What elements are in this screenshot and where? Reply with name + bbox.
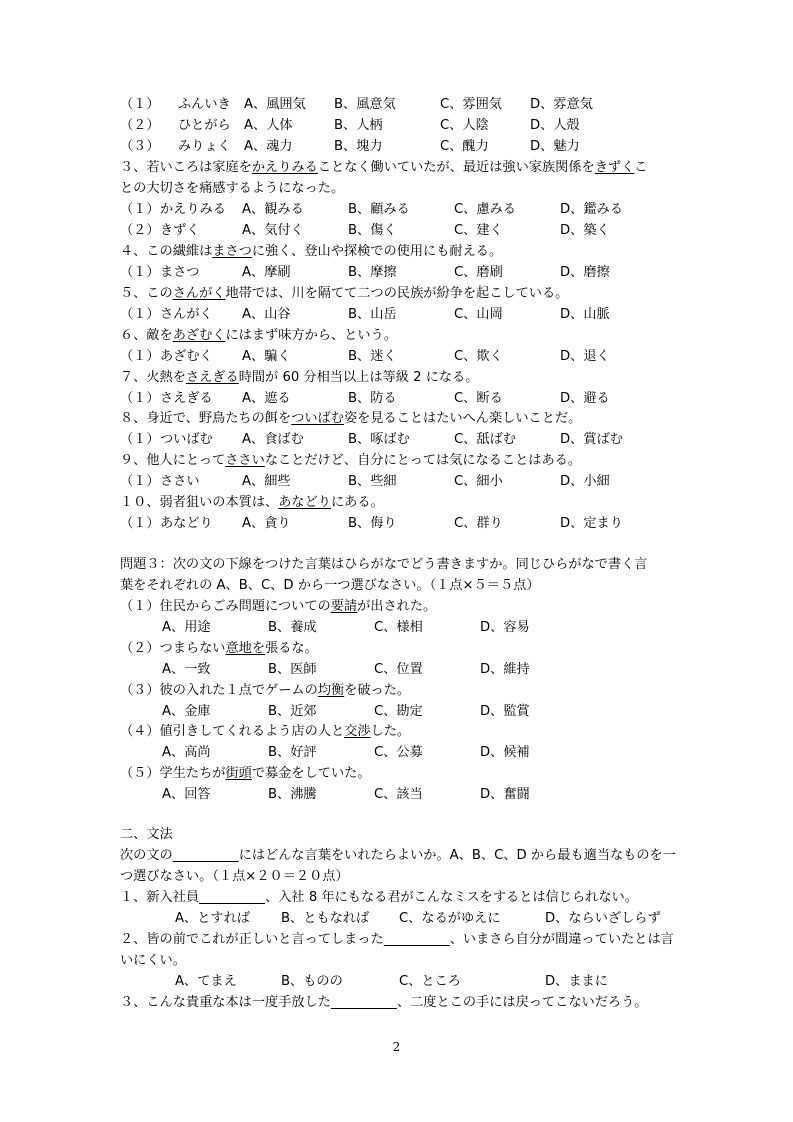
option-row: [120, 431, 623, 449]
option-row: [120, 222, 610, 240]
option-d: D、人殻: [530, 118, 580, 133]
item-reading: ついばむ: [160, 432, 213, 447]
item-reading: さえぎる: [160, 391, 213, 406]
option-b: B、医師: [268, 662, 317, 677]
question-sentence: [120, 994, 648, 1012]
option-a: A、細些: [242, 474, 291, 489]
option-d: D、小細: [560, 474, 610, 489]
page-number: 2: [392, 1040, 401, 1054]
option-b: B、山岳: [348, 307, 397, 322]
option-b: B、好評: [268, 745, 317, 760]
sentence-text: に強く、登山や探検での使用にも耐える。: [251, 244, 503, 259]
underlined-word: 要請: [330, 599, 358, 614]
option-row: [175, 910, 661, 928]
option-d: D、維持: [480, 662, 530, 677]
option-c: C、位置: [374, 662, 423, 677]
option-b: B、迷く: [348, 349, 397, 364]
option-d: D、容易: [480, 620, 530, 635]
question-sentence: [120, 494, 384, 512]
option-b: B、顧みる: [348, 202, 410, 217]
option-b: B、塊力: [334, 139, 383, 154]
sentence-text: 、入社 8 年にもなる君がこんなミスをするとは信じられない。: [265, 890, 638, 905]
item-number: （３）: [120, 139, 160, 154]
sentence-text: ８、身近で、野鳥たちの餌を: [120, 411, 292, 426]
option-b: B、防る: [348, 391, 397, 406]
sentence-text: （５）学生たちが: [120, 766, 226, 781]
option-c: C、断る: [454, 391, 503, 406]
option-b: B、摩擦: [348, 265, 397, 280]
option-c: C、様相: [374, 620, 423, 635]
question-sentence: [120, 243, 502, 261]
option-a: A、観みる: [242, 202, 304, 217]
sentence-text: ５、この: [120, 286, 173, 301]
sentence-text: ６、敵を: [120, 328, 173, 343]
option-d: D、退く: [560, 349, 610, 364]
sentence-text: ７、火熱を: [120, 370, 186, 385]
sentence-text: ３、若いころは家庭を: [120, 160, 252, 175]
underlined-word: さえぎる: [185, 370, 239, 385]
option-row: [162, 703, 530, 721]
sentence-text: ３、こんな貴重な本は一度手放した: [120, 995, 331, 1010]
option-a: A、気付く: [242, 223, 304, 238]
option-d: D、ならいざしらず: [545, 911, 661, 926]
option-c: C、山岡: [454, 307, 503, 322]
option-d: D、避る: [560, 391, 610, 406]
option-c: C、群り: [454, 516, 503, 531]
sentence-text: なことだけど、自分にとっては気になることはある。: [264, 453, 582, 468]
option-c: C、勘定: [374, 704, 423, 719]
item-number: （２）: [120, 223, 160, 238]
option-d: D、築く: [560, 223, 610, 238]
option-b: B、傷く: [348, 223, 397, 238]
sentence-text: １、新入社員: [120, 890, 200, 905]
section-instruction: 問題３：次の文の下線をつけた言葉はひらがなでどう書きますか。同じひらがなで書く言: [120, 557, 648, 572]
vocab-row: [120, 138, 580, 156]
item-number: （１）: [120, 516, 160, 531]
option-d: D、魅力: [530, 139, 580, 154]
underlined-word: ついばむ: [291, 411, 344, 426]
option-a: A、遮る: [242, 391, 291, 406]
option-row: [162, 661, 530, 679]
question-sentence: [120, 682, 410, 700]
option-c: C、該当: [374, 787, 423, 802]
underlined-word: ささい: [225, 453, 265, 468]
sentence-text: ２、皆の前でこれが正しいと言ってしまった: [120, 932, 384, 947]
item-reading: まさつ: [160, 265, 200, 280]
option-b: B、啄ばむ: [348, 432, 410, 447]
vocab-row: [120, 96, 593, 114]
item-reading: みりょく: [178, 139, 231, 154]
sentence-text: 時間が 60 分相当以上は等級 2 になる。: [238, 370, 479, 385]
item-number: （２）: [120, 118, 160, 133]
question-sentence-continued: との大切さを痛感するようになった。: [120, 181, 345, 196]
option-c: C、建く: [454, 223, 503, 238]
option-d: D、奮闘: [480, 787, 530, 802]
option-b: B、養成: [268, 620, 317, 635]
option-a: A、食ばむ: [242, 432, 304, 447]
question-sentence: [120, 327, 397, 345]
option-c: C、人陰: [440, 118, 489, 133]
underlined-word: さんがく: [172, 286, 226, 301]
sentence-text: した。: [370, 724, 411, 739]
sentence-text: 次の文の: [120, 848, 173, 863]
option-c: C、公募: [374, 745, 423, 760]
option-row: [120, 473, 610, 491]
option-b: B、些細: [348, 474, 397, 489]
answer-blank: [173, 848, 239, 863]
option-c: C、慮みる: [454, 202, 516, 217]
item-number: （１）: [120, 97, 160, 112]
answer-blank: [384, 932, 450, 947]
answer-blank: [331, 995, 397, 1010]
option-row: [162, 619, 530, 637]
underlined-word: きずく: [594, 160, 635, 175]
section-title: 二、文法: [120, 827, 173, 842]
item-reading: あなどり: [160, 516, 213, 531]
option-b: B、人柄: [334, 118, 383, 133]
section-instruction-continued: 葉をそれぞれの A、B、C、D から一つ選びなさい。（１点×５＝５点）: [120, 578, 540, 593]
item-number: （１）: [120, 307, 160, 322]
item-reading: かえりみる: [160, 202, 226, 217]
option-d: D、監賞: [480, 704, 530, 719]
option-b: B、侮り: [348, 516, 397, 531]
item-reading: ささい: [160, 474, 200, 489]
option-d: D、鑑みる: [560, 202, 623, 217]
option-row: [120, 348, 610, 366]
option-b: B、沸騰: [268, 787, 317, 802]
sentence-text: こ: [634, 160, 648, 175]
underlined-word: 意地を: [225, 641, 266, 656]
sentence-text: ことなく働いていたが、最近は強い家族関係を: [317, 160, 595, 175]
underlined-word: 交渉: [344, 724, 371, 739]
item-reading: あざむく: [160, 349, 213, 364]
option-a: A、騙く: [242, 349, 291, 364]
sentence-text: （２）つまらない: [120, 641, 226, 656]
option-a: A、用途: [162, 620, 211, 635]
option-a: A、一致: [162, 662, 211, 677]
sentence-text: が出された。: [357, 599, 437, 614]
sentence-text: 、二度とこの手には戻ってこないだろう。: [396, 995, 648, 1010]
underlined-word: あざむく: [172, 328, 226, 343]
question-sentence: [120, 931, 674, 949]
option-a: A、てまえ: [175, 974, 237, 989]
option-row: [162, 744, 530, 762]
question-sentence: [120, 723, 410, 741]
option-a: A、摩刷: [242, 265, 291, 280]
sentence-text: 地帯では、川を隔てて二つの民族が紛争を起こしている。: [225, 286, 569, 301]
option-b: B、風意気: [334, 97, 396, 112]
option-a: A、貪り: [242, 516, 291, 531]
item-number: （１）: [120, 349, 160, 364]
sentence-text: 姿を見ることはたいへん楽しいことだ。: [343, 411, 582, 426]
question-sentence: [120, 285, 568, 303]
item-number: （１）: [120, 432, 160, 447]
sentence-text: 、いまさら自分が間違っていたとは言: [449, 932, 674, 947]
option-c: C、欺く: [454, 349, 503, 364]
option-b: B、ものの: [281, 974, 343, 989]
item-reading: きずく: [160, 223, 200, 238]
option-c: C、磨刷: [454, 265, 503, 280]
underlined-word: 街頭: [225, 766, 252, 781]
underlined-word: かえりみる: [251, 160, 318, 175]
question-sentence: [120, 765, 371, 783]
option-row: [120, 390, 610, 408]
sentence-text: 張るな。: [265, 641, 318, 656]
sentence-text: （３）彼の入れた１点でゲームの: [120, 683, 318, 698]
sentence-text: にはどんな言葉をいれたらよいか。A、B、C、D から最も適当なものを一: [238, 848, 676, 863]
option-row: [120, 515, 623, 533]
item-reading: さんがく: [160, 307, 213, 322]
item-reading: ひとがら: [178, 118, 231, 133]
option-b: B、近郊: [268, 704, 317, 719]
answer-blank: [199, 890, 265, 905]
underlined-word: 均衡: [317, 683, 345, 698]
question-sentence: [120, 598, 436, 616]
option-c: C、なるがゆえに: [399, 911, 501, 926]
option-d: D、候補: [480, 745, 530, 760]
option-a: A、回答: [162, 787, 211, 802]
item-number: （１）: [120, 391, 160, 406]
item-number: （１）: [120, 474, 160, 489]
vocab-row: [120, 117, 580, 135]
sentence-text: （４）値引きしてくれるよう店の人と: [120, 724, 345, 739]
option-c: C、ところ: [399, 974, 461, 989]
item-number: （１）: [120, 202, 160, 217]
section-instruction-continued: つ選びなさい。（１点×２０＝２０点）: [120, 869, 349, 884]
sentence-text: にはまず味方から、という。: [225, 328, 397, 343]
option-row: [120, 264, 610, 282]
option-d: D、山脈: [560, 307, 610, 322]
item-number: （１）: [120, 265, 160, 280]
sentence-text: １０、弱者狙いの本質は、: [120, 495, 279, 510]
sentence-text: ４、この繊維は: [120, 244, 213, 259]
underlined-word: まさつ: [212, 244, 252, 259]
option-c: C、細小: [454, 474, 503, 489]
option-a: A、金庫: [162, 704, 211, 719]
underlined-word: あなどり: [278, 495, 331, 510]
option-a: A、風囲気: [244, 97, 306, 112]
question-sentence: [120, 159, 648, 177]
question-sentence: [120, 889, 638, 907]
option-row: [162, 786, 530, 804]
question-sentence: [120, 410, 581, 428]
option-c: C、雰囲気: [440, 97, 502, 112]
option-d: D、磨擦: [560, 265, 610, 280]
item-reading: ふんいき: [178, 97, 231, 112]
question-sentence: [120, 369, 478, 387]
question-sentence: [120, 640, 318, 658]
option-row: [175, 973, 608, 991]
option-a: A、人体: [244, 118, 293, 133]
option-c: C、舐ばむ: [454, 432, 516, 447]
question-sentence-continued: いにくい。: [120, 953, 186, 968]
option-d: D、定まり: [560, 516, 623, 531]
option-b: B、ともなれば: [281, 911, 370, 926]
sentence-text: を破った。: [344, 683, 411, 698]
option-d: D、賞ばむ: [560, 432, 623, 447]
option-a: A、とすれば: [175, 911, 250, 926]
question-sentence: [120, 452, 581, 470]
option-d: D、雰意気: [530, 97, 593, 112]
option-a: A、魂力: [244, 139, 293, 154]
sentence-text: ９、他人にとって: [120, 453, 226, 468]
sentence-text: で募金をしていた。: [251, 766, 371, 781]
sentence-text: （１）住民からごみ問題についての: [120, 599, 331, 614]
option-row: [120, 306, 610, 324]
option-a: A、高尚: [162, 745, 211, 760]
section-instruction: [120, 847, 676, 865]
option-row: [120, 201, 623, 219]
sentence-text: にある。: [331, 495, 384, 510]
option-a: A、山谷: [242, 307, 291, 322]
option-c: C、醜力: [440, 139, 489, 154]
option-d: D、ままに: [545, 974, 608, 989]
